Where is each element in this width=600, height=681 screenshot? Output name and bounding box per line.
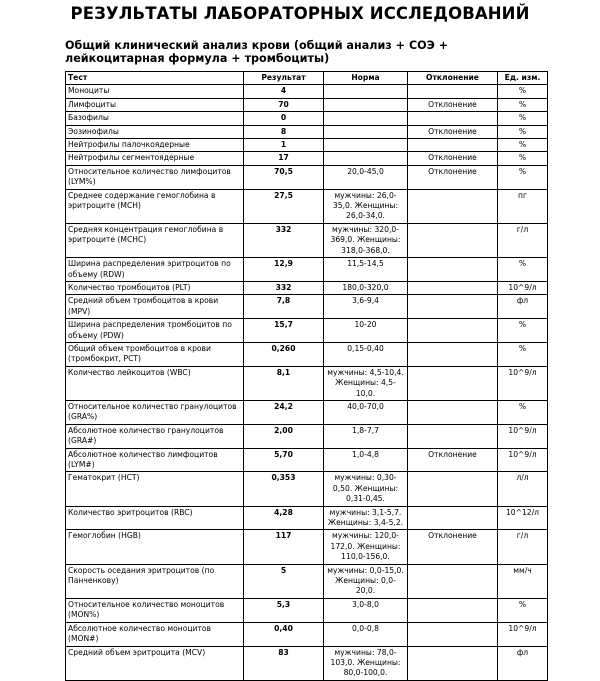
table-row (66, 342, 548, 366)
cell-norm: мужчины: 0,30-0,50. Женщины: 0,31-0,45. (324, 472, 408, 506)
cell-test: Средний объем тромбоцитов в крови (MPV) (66, 295, 244, 319)
cell-unit: % (498, 400, 548, 424)
cell-result: 17 (244, 152, 324, 165)
cell-norm: 1,0-4,8 (324, 448, 408, 472)
cell-test: Среднее содержание гемоглобина в эритроците (MCH) (66, 189, 244, 223)
cell-test: Моноциты (66, 85, 244, 98)
cell-deviation (408, 223, 498, 257)
cell-deviation (408, 112, 498, 125)
cell-unit: г/л (498, 530, 548, 564)
cell-deviation (408, 598, 498, 622)
cell-test: Ширина распределения тромбоцитов по объему (PDW) (66, 319, 244, 343)
cell-unit: % (498, 258, 548, 282)
cell-unit: фл (498, 295, 548, 319)
cell-deviation (408, 342, 498, 366)
cell-norm: 0,15-0,40 (324, 342, 408, 366)
table-row (66, 400, 548, 424)
cell-norm: мужчины: 26,0-35,0. Женщины: 26,0-34,0. (324, 189, 408, 223)
cell-unit: % (498, 98, 548, 111)
cell-norm: мужчины: 0,0-15,0. Женщины: 0,0-20,0. (324, 564, 408, 598)
cell-deviation: Отклонение (408, 125, 498, 138)
cell-deviation (408, 295, 498, 319)
cell-deviation (408, 564, 498, 598)
cell-norm: 20,0-45,0 (324, 165, 408, 189)
cell-unit: фл (498, 646, 548, 680)
cell-result: 70,5 (244, 165, 324, 189)
cell-test: Средняя концентрация гемоглобина в эритроците (MCHC) (66, 223, 244, 257)
cell-norm: 180,0-320,0 (324, 281, 408, 294)
cell-deviation (408, 472, 498, 506)
cell-deviation: Отклонение (408, 530, 498, 564)
table-row (66, 319, 548, 343)
cell-result: 83 (244, 646, 324, 680)
cell-test: Ширина распределения эритроцитов по объему (RDW) (66, 258, 244, 282)
cell-norm (324, 98, 408, 111)
table-row (66, 530, 548, 564)
cell-test: Количество тромбоцитов (PLT) (66, 281, 244, 294)
cell-result: 5,3 (244, 598, 324, 622)
cell-deviation (408, 319, 498, 343)
cell-test: Эозинофилы (66, 125, 244, 138)
cell-result: 8,1 (244, 366, 324, 400)
cell-unit: % (498, 112, 548, 125)
cell-result: 1 (244, 139, 324, 152)
table-row (66, 223, 548, 257)
page-title: РЕЗУЛЬТАТЫ ЛАБОРАТОРНЫХ ИССЛЕДОВАНИЙ (70, 4, 530, 23)
cell-test: Относительное количество моноцитов (MON%) (66, 598, 244, 622)
table-row (66, 125, 548, 138)
cell-result: 70 (244, 98, 324, 111)
cell-test: Абсолютное количество гранулоцитов (GRA#) (66, 424, 244, 448)
cell-deviation (408, 139, 498, 152)
cell-test: Количество эритроцитов (RBC) (66, 506, 244, 530)
cell-deviation: Отклонение (408, 448, 498, 472)
table-row (66, 424, 548, 448)
cell-result: 5 (244, 564, 324, 598)
table-row (66, 165, 548, 189)
table-row (66, 281, 548, 294)
cell-result: 0,260 (244, 342, 324, 366)
table-row (66, 98, 548, 111)
analysis-subtitle (65, 40, 448, 65)
table-row (66, 85, 548, 98)
cell-norm: мужчины: 320,0-369,0. Женщины: 318,0-368,0. (324, 223, 408, 257)
cell-result: 15,7 (244, 319, 324, 343)
cell-unit: % (498, 319, 548, 343)
table-row (66, 139, 548, 152)
cell-unit: г/л (498, 223, 548, 257)
cell-test: Лимфоциты (66, 98, 244, 111)
table-row (66, 448, 548, 472)
table-row (66, 189, 548, 223)
cell-norm (324, 125, 408, 138)
column-header-unit: Ед. изм. (498, 72, 548, 85)
cell-norm: 1,8-7,7 (324, 424, 408, 448)
table-row (66, 622, 548, 646)
cell-norm (324, 85, 408, 98)
cell-result: 8 (244, 125, 324, 138)
table-row (66, 112, 548, 125)
cell-norm: 11,5-14,5 (324, 258, 408, 282)
cell-unit: 10^9/л (498, 366, 548, 400)
cell-result: 332 (244, 223, 324, 257)
cell-deviation: Отклонение (408, 152, 498, 165)
column-header-test: Тест (66, 72, 244, 85)
cell-deviation (408, 258, 498, 282)
table-row (66, 295, 548, 319)
cell-deviation (408, 424, 498, 448)
cell-deviation (408, 189, 498, 223)
cell-test: Гематокрит (HCT) (66, 472, 244, 506)
cell-norm: мужчины: 3,1-5,7. Женщины: 3,4-5,2. (324, 506, 408, 530)
cell-norm: мужчины: 120,0-172,0. Женщины: 110,0-156,0. (324, 530, 408, 564)
cell-test: Относительное количество лимфоцитов (LYM%) (66, 165, 244, 189)
cell-result: 332 (244, 281, 324, 294)
table-row (66, 366, 548, 400)
results-table (65, 71, 548, 681)
cell-result: 2,00 (244, 424, 324, 448)
cell-test: Абсолютное количество лимфоцитов (LYM#) (66, 448, 244, 472)
cell-test: Нейтрофилы палочкоядерные (66, 139, 244, 152)
cell-unit: 10^9/л (498, 448, 548, 472)
column-header-deviation: Отклонение (408, 72, 498, 85)
cell-unit: % (498, 598, 548, 622)
cell-unit: % (498, 165, 548, 189)
cell-test: Относительное количество гранулоцитов (GRA%) (66, 400, 244, 424)
cell-norm: 10-20 (324, 319, 408, 343)
cell-norm: 0,0-0,8 (324, 622, 408, 646)
table-row (66, 258, 548, 282)
cell-deviation (408, 400, 498, 424)
cell-deviation (408, 281, 498, 294)
table-header-row (66, 72, 548, 85)
cell-norm: 40,0-70,0 (324, 400, 408, 424)
cell-test: Гемоглобин (HGB) (66, 530, 244, 564)
cell-norm: мужчины: 4,5-10,4. Женщины: 4,5-10,0. (324, 366, 408, 400)
cell-deviation (408, 366, 498, 400)
table-row (66, 564, 548, 598)
cell-unit: 10^9/л (498, 622, 548, 646)
subtitle-line-2: лейкоцитарная формула + тромбоциты) (65, 51, 330, 65)
cell-unit: мм/ч (498, 564, 548, 598)
cell-test: Нейтрофилы сегментоядерные (66, 152, 244, 165)
cell-result: 12,9 (244, 258, 324, 282)
cell-deviation (408, 646, 498, 680)
cell-test: Скорость оседания эритроцитов (по Панченкову) (66, 564, 244, 598)
cell-result: 0,353 (244, 472, 324, 506)
cell-norm: 3,0-8,0 (324, 598, 408, 622)
table-row (66, 646, 548, 680)
table-row (66, 472, 548, 506)
cell-norm (324, 139, 408, 152)
cell-unit: 10^9/л (498, 281, 548, 294)
cell-result: 27,5 (244, 189, 324, 223)
cell-test: Общий объем тромбоцитов в крови (тромбокрит, PCT) (66, 342, 244, 366)
cell-test: Средний объем эритроцита (MCV) (66, 646, 244, 680)
cell-unit: л/л (498, 472, 548, 506)
cell-norm: 3,6-9,4 (324, 295, 408, 319)
cell-norm: мужчины: 78,0-103,0. Женщины: 80,0-100,0. (324, 646, 408, 680)
cell-norm (324, 152, 408, 165)
cell-result: 4 (244, 85, 324, 98)
cell-result: 0,40 (244, 622, 324, 646)
cell-unit: % (498, 342, 548, 366)
cell-result: 5,70 (244, 448, 324, 472)
cell-result: 7,8 (244, 295, 324, 319)
cell-unit: % (498, 125, 548, 138)
cell-norm (324, 112, 408, 125)
table-row (66, 598, 548, 622)
cell-test: Абсолютное количество моноцитов (MON#) (66, 622, 244, 646)
cell-test: Базофилы (66, 112, 244, 125)
cell-unit: 10^12/л (498, 506, 548, 530)
cell-result: 117 (244, 530, 324, 564)
cell-deviation (408, 85, 498, 98)
column-header-result: Результат (244, 72, 324, 85)
cell-deviation: Отклонение (408, 98, 498, 111)
table-row (66, 506, 548, 530)
subtitle-line-1: Общий клинический анализ крови (общий анализ + СОЭ + (65, 39, 449, 52)
cell-deviation (408, 622, 498, 646)
cell-result: 4,28 (244, 506, 324, 530)
cell-unit: % (498, 139, 548, 152)
cell-unit: 10^9/л (498, 424, 548, 448)
cell-unit: % (498, 85, 548, 98)
column-header-norm: Норма (324, 72, 408, 85)
cell-result: 0 (244, 112, 324, 125)
cell-deviation (408, 506, 498, 530)
table-row (66, 152, 548, 165)
cell-deviation: Отклонение (408, 165, 498, 189)
cell-unit: % (498, 152, 548, 165)
cell-result: 24,2 (244, 400, 324, 424)
cell-test: Количество лейкоцитов (WBC) (66, 366, 244, 400)
cell-unit: пг (498, 189, 548, 223)
